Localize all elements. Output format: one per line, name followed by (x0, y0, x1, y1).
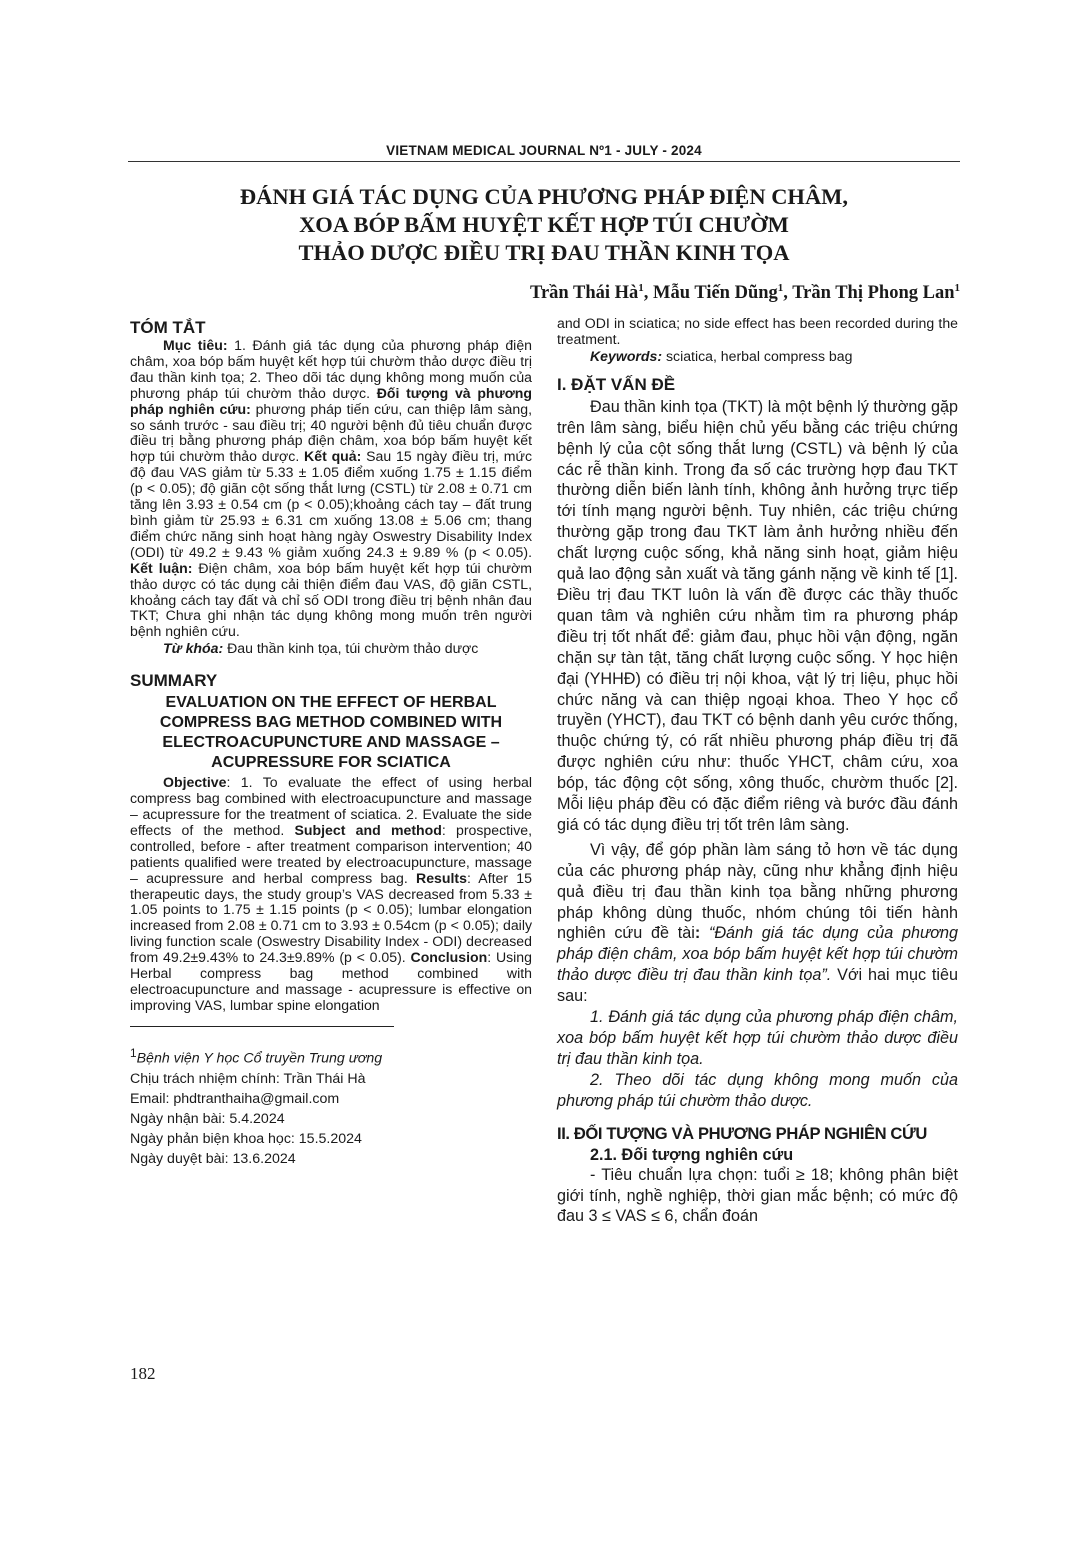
section2-paragraph-1: - Tiêu chuẩn lựa chọn: tuổi ≥ 18; không phân biệt giới tính, nghề nghiệp, thời gian mắc bệnh; có mức độ đau 3 ≤ VAS ≤ 6, chẩn đoán (557, 1165, 958, 1226)
method-text-en: : prospective, controlled, before - after treatment comparison intervention; 40 patients qualified were treated by electroacupuncture, massage – acupressure and herbal compress bag. (130, 821, 532, 886)
journal-header: VIETNAM MEDICAL JOURNAL Nº1 - JULY - 2024 (386, 143, 702, 158)
author-3-affil: 1 (954, 282, 960, 294)
abstract-vi-body (130, 338, 532, 640)
right-column (557, 316, 958, 1227)
section1-paragraph-2 (557, 840, 958, 1007)
section1-heading: I. ĐẶT VẤN ĐỀ (557, 374, 676, 394)
keywords-text-en: sciatica, herbal compress bag (662, 347, 853, 364)
footnote-received: Ngày nhận bài: 5.4.2024 (130, 1110, 285, 1127)
author-separator: , (643, 283, 654, 304)
page-number: 182 (130, 1364, 156, 1383)
method-label-vi: Đối tượng và phương pháp nghiên cứu: (130, 384, 532, 417)
p2-end: Với hai mục tiêu sau: (557, 966, 958, 1006)
footnotes (130, 1043, 532, 1169)
affiliation-sup: 1 (130, 1045, 137, 1060)
author-1-affil: 1 (638, 282, 644, 294)
author-2-affil: 1 (777, 282, 784, 294)
p2-title-italic: “Đánh giá tác dụng của phương pháp điện châm, xoa bóp bấm huyệt kết hợp túi chườm thảo dược điều trị đau thần kinh tọa”. (557, 924, 959, 985)
title-line-1: ĐÁNH GIÁ TÁC DỤNG CỦA PHƯƠNG PHÁP ĐIỆN CHÂM, (239, 184, 849, 209)
objective-label-vi: Mục tiêu: (163, 337, 228, 353)
author-1: Trần Thái Hà (529, 283, 639, 304)
keywords-text-vi: Đau thần kinh tọa, túi chườm thảo dược (223, 640, 479, 657)
footnote-affiliation (130, 1043, 532, 1069)
summary-continued: and ODI in sciatica; no side effect has been recorded during the treatment. (557, 315, 958, 347)
section2-heading: II. ĐỐI TƯỢNG VÀ PHƯƠNG PHÁP NGHIÊN CỨU (557, 1123, 927, 1143)
keywords-label-en: Keywords: (590, 347, 663, 364)
results-label-en: Results (416, 869, 467, 886)
p2-start: Vì vậy, để góp phần làm sáng tỏ hơn về tác dụng của các phương pháp này, cũng như khẳng định hiệu quả điều trị đau thần kinh tọa bằng những phương pháp không dùng thuốc, nhóm chúng tôi tiến hành nghiên cứu đề tài (557, 840, 958, 943)
keywords-label-vi: Từ khóa: (163, 640, 224, 657)
summary-heading: SUMMARY (130, 671, 218, 691)
author-separator: , (783, 283, 793, 304)
objective-text-en: : 1. To evaluate the effect of using herbal compress bag combined with electroacupuncture and massage – acupressure for the treatment of sciatica. 2. Evaluate the side effects of the method. (130, 774, 532, 838)
author-list (530, 282, 960, 304)
results-text-en: : After 15 therapeutic days, the study group’s VAS decreased from 5.33 ± 1.05 points to 1.75 ± 1.15 points (p < 0.05); lumbar elongation increased from 2.08 ± 0.71 cm to 3.93 ± 0.54cm (p < 0.05); daily living function scale (Oswestry Disability Index - ODI) decreased from 49.2±9.43% to 24.3±9.89% (p < 0.05). (130, 869, 532, 966)
p2-colon: : (694, 924, 709, 943)
footnote-reviewed: Ngày phản biện khoa học: 15.5.2024 (130, 1130, 362, 1147)
conclusion-text-vi: Điện châm, xoa bóp bấm huyệt kết hợp túi chườm thảo dược có tác dụng cải thiện điểm đau VAS, độ giãn CSTL, khoảng cách tay đất và chỉ số ODI trong điều trị bệnh nhân đau TKT; Chưa ghi nhận tác dụng không mong muốn trên người bệnh nghiên cứu. (130, 559, 533, 640)
summary-body (130, 775, 532, 1014)
summary-title: EVALUATION ON THE EFFECT OF HERBAL COMPRESS BAG METHOD COMBINED WITH ELECTROACUPUNCTURE AND MASSAGE – ACUPRESSURE FOR SCIATICA (159, 694, 503, 772)
footnote-email: Email: phdtranthaiha@gmail.com (130, 1090, 340, 1107)
conclusion-label-vi: Kết luận: (130, 559, 193, 576)
method-text-vi: phương pháp tiến cứu, can thiệp lâm sàng, so sánh trước - sau điều trị; 40 người bệnh đủ tiêu chuẩn được điều trị bằng phương pháp điện châm, xoa bóp bấm huyệt kết hợp túi chườm thảo dược. (130, 400, 532, 465)
method-label-en: Subject and method (294, 821, 442, 838)
header-rule (128, 161, 960, 162)
abstract-vi-heading: TÓM TẮT (130, 318, 206, 337)
conclusion-text-en: : Using Herbal compress bag method combined with electroacupuncture and massage - acupressure is effective on improving VAS, lumbar spine elongation (130, 949, 532, 1013)
footnote-responsible: Chịu trách nhiệm chính: Trần Thái Hà (130, 1070, 366, 1087)
conclusion-label-en: Conclusion (410, 949, 488, 966)
title-line-2: XOA BÓP BẤM HUYỆT KẾT HỢP TÚI CHƯỜM (299, 212, 789, 237)
goal-1 (557, 1007, 958, 1070)
objective-text-vi: 1. Đánh giá tác dụng của phương pháp điện châm, xoa bóp bấm huyệt kết hợp túi chườm thảo dược điều trị đau thần kinh tọa; 2. Theo dõi tác dụng không mong muốn của phương pháp túi chườm thảo dược. (130, 337, 532, 401)
author-2: Mẫu Tiến Dũng (653, 283, 778, 304)
section2-1-heading: 2.1. Đối tượng nghiên cứu (590, 1145, 794, 1164)
affiliation-text: Bệnh viện Y học Cổ truyền Trung ương (136, 1050, 383, 1067)
results-text-vi: Sau 15 ngày điều trị, mức độ đau VAS giảm từ 5.33 ± 1.05 điểm xuống 1.75 ± 1.15 điểm (p < 0.05); độ giãn cột sống thắt lưng (CSTL) từ 2.08 ± 0.71 cm tăng lên 3.93 ± 0.54 cm (p < 0.05);khoảng cách tay – đất trung bình giảm từ 25.93 ± 6.31 cm xuống 13.08 ± 5.06 cm; thang điểm chức năng sinh hoạt hàng ngày Oswestry Disability Index (ODI) từ 49.2 ± 9.43 % giảm xuống 24.3 ± 9.89 % (p < 0.05). (130, 448, 532, 560)
author-3: Trần Thị Phong Lan (792, 283, 955, 304)
footnote-rule (130, 1026, 394, 1027)
article-title (128, 183, 960, 267)
section1-paragraph-1: Đau thần kinh tọa (TKT) là một bệnh lý thường gặp trên lâm sàng, biểu hiện chủ yếu bằng các triệu chứng bệnh lý của cột sống thắt lưng (CSTL) và bệnh lý của các rễ thần kinh. Trong đa số các trường hợp đau TKT thường diễn biến lành tính, không ảnh hưởng trực tiếp tới tính mạng người bệnh. Tuy nhiên, các triệu chứng thường gặp trong đau TKT làm ảnh hưởng nhiều đến chất lượng cuộc sống, khả năng sinh hoạt, giảm hiệu quả lao động sản xuất và tăng gánh nặng về kinh tế [1]. Điều trị đau TKT luôn là vấn đề được các thầy thuốc quan tâm và nghiên cứu nhằm tìm ra phương pháp điều trị tốt nhất để: giảm đau, phục hồi vận động, ngăn chặn sự tàn tật, tăng chất lượng cuộc sống. Y học hiện đại (YHHĐ) có điều trị nội khoa, vật lý trị liệu, phục hồi chức năng và can thiệp ngoại khoa. Theo Y học cổ truyền (YHCT), đau TKT có bệnh danh yêu cước thống, thuộc chứng tý, có rất nhiều phương pháp điều trị đã được nghiên cứu như: thuốc YHCT, châm cứu, xoa bóp, tác động cột sống, xông thuốc, chườm thuốc [2]. Mỗi liệu pháp đều có đặc điểm riêng và bước đầu đánh giá có tác dụng điều trị tốt trên lâm sàng. (557, 397, 958, 834)
objective-label-en: Objective (163, 774, 227, 791)
footnote-approved: Ngày duyệt bài: 13.6.2024 (130, 1150, 296, 1167)
results-label-vi: Kết quả: (304, 448, 362, 465)
keywords-en (557, 348, 958, 365)
keywords-vi (130, 640, 532, 657)
goal-2 (557, 1070, 958, 1112)
goal-1-text: 1. Đánh giá tác dụng của phương pháp điện châm, xoa bóp bấm huyệt kết hợp túi chườm thảo dược điều trị đau thần kinh tọa. (557, 1008, 958, 1068)
title-line-3: THẢO DƯỢC ĐIỀU TRỊ ĐAU THẦN KINH TỌA (298, 240, 790, 265)
goal-2-text: 2. Theo dõi tác dụng không mong muốn của phương pháp túi chườm thảo dược. (557, 1070, 958, 1110)
left-column (130, 318, 532, 1169)
